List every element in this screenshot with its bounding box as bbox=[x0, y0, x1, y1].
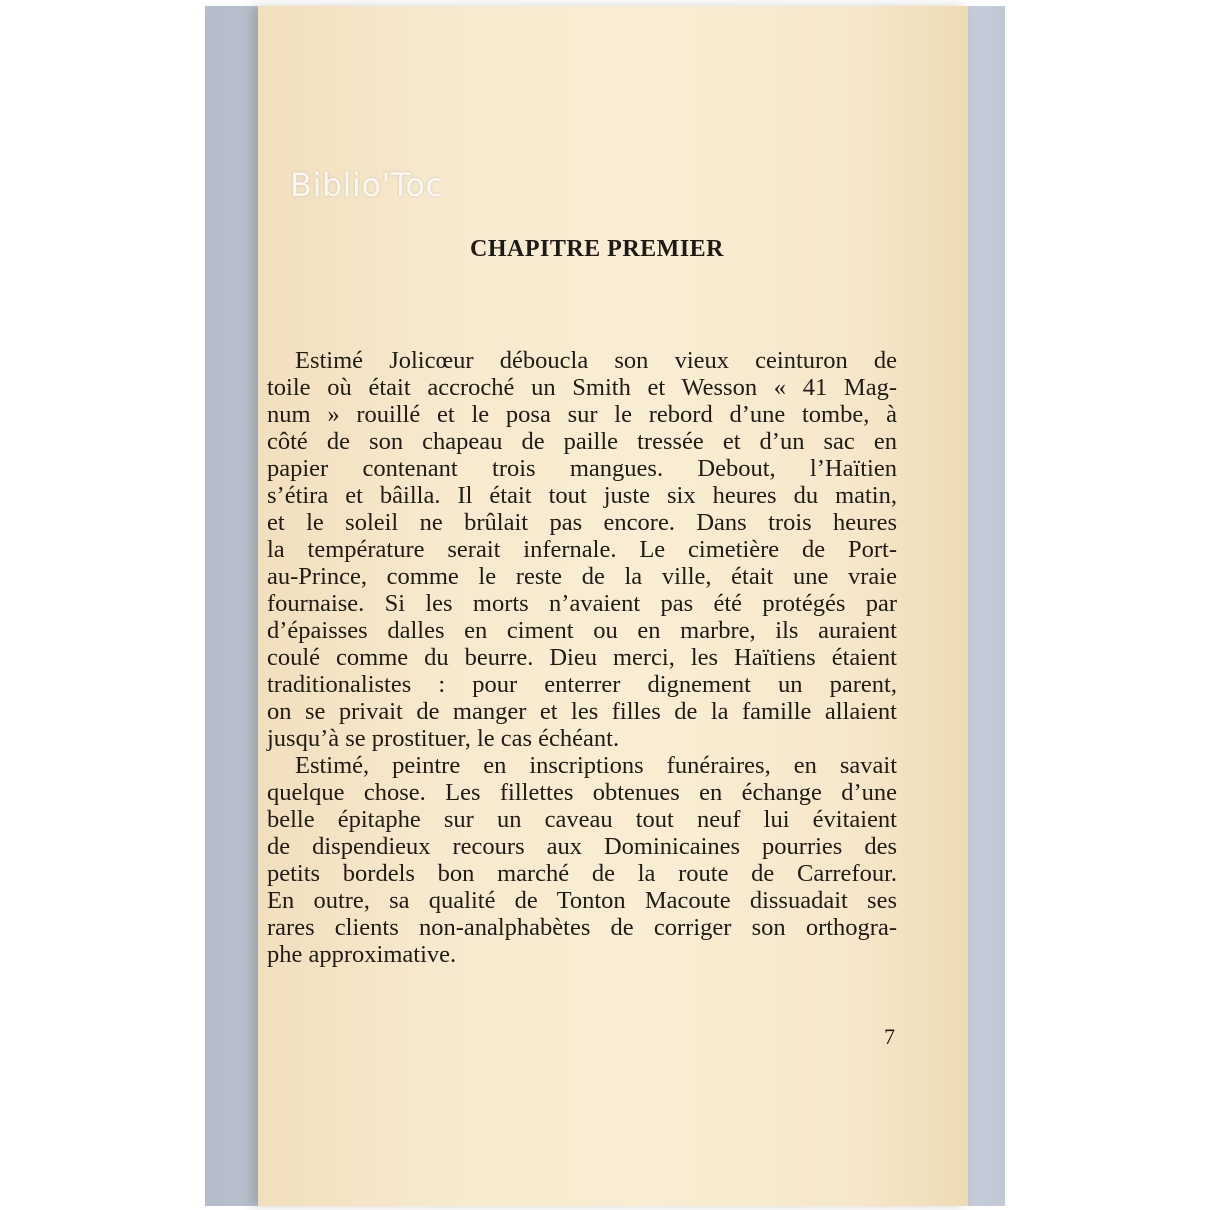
text-line: d’épaisses dalles en ciment ou en marbre, ils auraient bbox=[267, 617, 897, 644]
text-line: En outre, sa qualité de Tonton Macoute dissuadait ses bbox=[267, 887, 897, 914]
text-line: côté de son chapeau de paille tressée et d’un sac en bbox=[267, 428, 897, 455]
text-line: quelque chose. Les fillettes obtenues en échange d’une bbox=[267, 779, 897, 806]
text-line: et le soleil ne brûlait pas encore. Dans trois heures bbox=[267, 509, 897, 536]
watermark-logo: Biblio'Toc bbox=[290, 166, 444, 204]
text-line: de dispendieux recours aux Dominicaines pourries des bbox=[267, 833, 897, 860]
text-line: on se privait de manger et les filles de la famille allaient bbox=[267, 698, 897, 725]
text-line: petits bordels bon marché de la route de Carrefour. bbox=[267, 860, 897, 887]
text-line: Estimé, peintre en inscriptions funéraires, en savait bbox=[295, 752, 897, 779]
chapter-body-text bbox=[267, 347, 897, 968]
text-line: toile où était accroché un Smith et Wesson « 41 Mag- bbox=[267, 374, 897, 401]
text-line: s’étira et bâilla. Il était tout juste six heures du matin, bbox=[267, 482, 897, 509]
text-line: papier contenant trois mangues. Debout, l’Haïtien bbox=[267, 455, 897, 482]
text-line: la température serait infernale. Le cimetière de Port- bbox=[267, 536, 897, 563]
text-line: traditionalistes : pour enterrer dignement un parent, bbox=[267, 671, 897, 698]
text-line: jusqu’à se prostituer, le cas échéant. bbox=[267, 725, 620, 752]
text-line: coulé comme du beurre. Dieu merci, les Haïtiens étaient bbox=[267, 644, 897, 671]
page-number: 7 bbox=[884, 1024, 895, 1049]
text-line: au-Prince, comme le reste de la ville, était une vraie bbox=[267, 563, 897, 590]
text-line: fournaise. Si les morts n’avaient pas été protégés par bbox=[267, 590, 897, 617]
text-line: belle épitaphe sur un caveau tout neuf lui évitaient bbox=[267, 806, 897, 833]
text-line: phe approximative. bbox=[267, 941, 457, 968]
text-line: num » rouillé et le posa sur le rebord d’une tombe, à bbox=[267, 401, 897, 428]
text-line: Estimé Jolicœur déboucla son vieux ceinturon de bbox=[295, 347, 897, 374]
chapter-title: CHAPITRE PREMIER bbox=[469, 236, 724, 262]
text-line: rares clients non-analphabètes de corriger son orthogra- bbox=[267, 914, 897, 941]
